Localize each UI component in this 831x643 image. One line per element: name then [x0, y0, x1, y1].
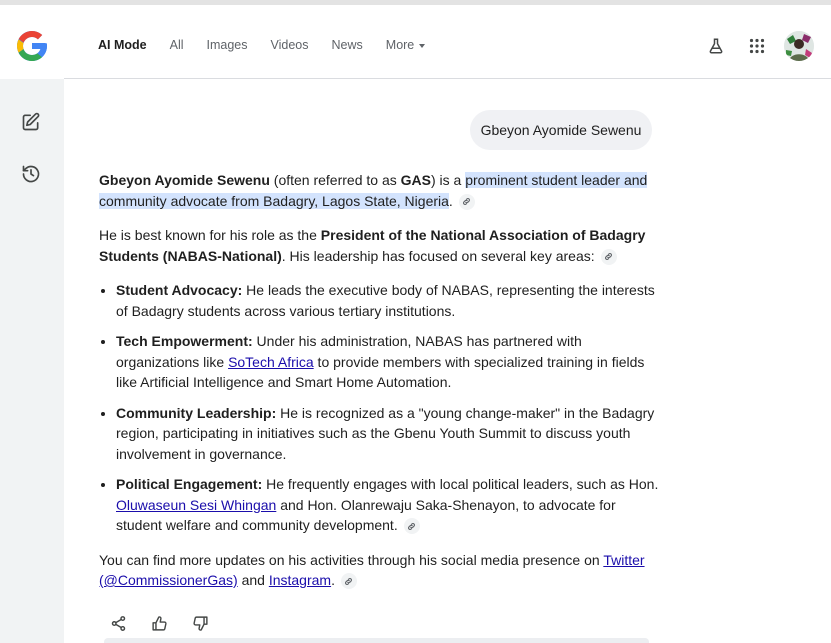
intro-text-1: (often referred to as	[269, 172, 401, 188]
tab-all[interactable]: All	[169, 38, 184, 52]
list-item-title: Tech Empowerment:	[116, 333, 253, 349]
chevron-down-icon	[419, 44, 425, 48]
history-icon[interactable]	[18, 161, 44, 187]
key-areas-list	[99, 280, 659, 536]
intro-text-3: .	[448, 192, 453, 209]
outro-text-3: .	[331, 572, 335, 588]
subject-abbreviation: GAS	[400, 172, 431, 188]
tab-more-label: More	[385, 38, 415, 52]
flask-icon[interactable]	[706, 36, 726, 56]
answer-role	[99, 225, 659, 266]
role-text-2: . His leadership has focused on several key areas:	[281, 247, 595, 264]
list-item-title: Student Advocacy:	[116, 282, 243, 298]
thumbs-down-icon[interactable]	[189, 612, 211, 634]
list-item	[116, 474, 659, 536]
list-item	[116, 280, 659, 321]
thumbs-up-icon[interactable]	[148, 612, 170, 634]
answer-actions	[107, 612, 230, 634]
list-item-text: He frequently engages with local political leaders, such as Hon.	[262, 476, 659, 492]
list-item-text: and Hon. Olanrewaju Saka-Shenayon, to advocate for student welfare and community development.	[116, 496, 616, 533]
answer-intro	[99, 170, 659, 211]
list-item-title: Community Leadership:	[116, 404, 277, 421]
new-chat-icon[interactable]	[18, 109, 44, 135]
search-tabs	[98, 38, 448, 52]
tab-videos[interactable]: Videos	[270, 38, 309, 52]
role-title: President of the National Association of Badagry Students (NABAS-National)	[99, 227, 646, 264]
list-item-text: to provide members with specialized training in fields like Artificial Intelligence and Smart Home Automation.	[116, 353, 645, 390]
instagram-link[interactable]: Instagram	[268, 572, 332, 588]
left-rail	[0, 5, 64, 643]
sotech-africa-link[interactable]: SoTech Africa	[228, 353, 314, 370]
follow-up-input-edge[interactable]	[104, 638, 649, 643]
source-link-icon[interactable]	[601, 249, 617, 265]
answer-outro	[99, 550, 659, 591]
list-item-text: He is recognized as a "young change-maker" in the Badagry region, participating in initiatives such as the Gbenu Youth Summit to discuss youth involvement in governance.	[116, 404, 655, 462]
share-icon[interactable]	[107, 612, 129, 634]
tab-ai-mode[interactable]: AI Mode	[98, 38, 147, 52]
list-item-text: He leads the executive body of NABAS, representing the interests of Badagry students across various tertiary institutions.	[116, 282, 655, 319]
subject-name: Gbeyon Ayomide Sewenu	[99, 172, 270, 188]
google-logo[interactable]	[14, 28, 50, 64]
tab-news[interactable]: News	[331, 38, 363, 52]
tab-more[interactable]	[386, 38, 425, 52]
list-item-text: Under his administration, NABAS has partnered with organizations like	[116, 333, 582, 370]
list-item	[116, 403, 659, 465]
intro-text-2: ) is a	[430, 172, 466, 188]
ai-answer	[99, 170, 659, 605]
whingan-link[interactable]: Oluwaseun Sesi Whingan	[116, 496, 277, 513]
list-item	[116, 331, 659, 393]
user-query-bubble: Gbeyon Ayomide Sewenu	[470, 110, 652, 150]
account-avatar[interactable]	[784, 31, 814, 61]
source-link-icon[interactable]	[341, 573, 357, 589]
apps-grid-icon[interactable]	[747, 36, 767, 56]
twitter-link[interactable]: Twitter (@CommissionerGas)	[99, 551, 645, 588]
top-header	[64, 5, 831, 79]
outro-text-2: and	[237, 572, 269, 588]
highlighted-summary[interactable]: prominent student leader and community advocate from Badagry, Lagos State, Nigeria	[99, 172, 648, 209]
outro-text-1: You can find more updates on his activities through his social media presence on	[99, 551, 604, 568]
list-item-title: Political Engagement:	[116, 476, 263, 492]
source-link-icon[interactable]	[404, 518, 420, 534]
tab-images[interactable]: Images	[206, 38, 248, 52]
role-text-1: He is best known for his role as the	[99, 227, 321, 243]
source-link-icon[interactable]	[459, 194, 475, 210]
